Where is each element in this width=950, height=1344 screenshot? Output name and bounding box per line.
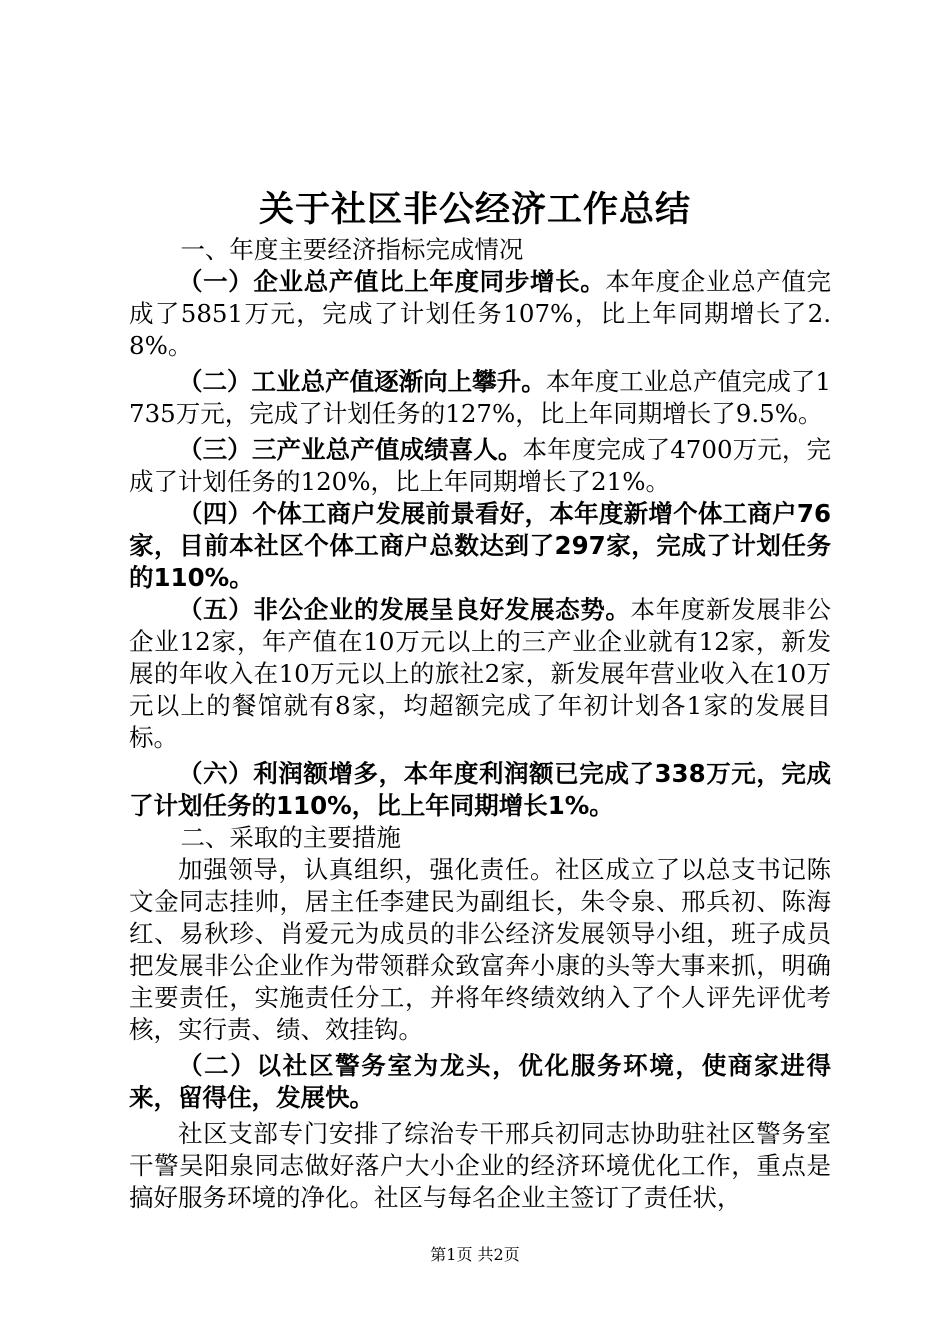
document-title: 关于社区非公经济工作总结 xyxy=(258,189,691,230)
paragraph-item-6: （六）利润额增多，本年度利润额已完成了338万元，完成了计划任务的110%，比上年同期增长1%。 xyxy=(129,759,831,820)
paragraph-item-2 xyxy=(129,366,831,430)
item-1-lead: （一）企业总产值比上年度同步增长。 xyxy=(178,267,606,296)
item-3-text: 本年度完成了4700万元，完成了计划任务的120%，比上年同期增长了21%。 xyxy=(129,435,831,496)
paragraph-item-4: （四）个体工商户发展前景看好，本年度新增个体工商户76家，目前本社区个体工商户总数达到了297家，完成了计划任务的110%。 xyxy=(129,499,831,592)
paragraph-item-3 xyxy=(129,434,831,498)
paragraph-item-1 xyxy=(129,266,831,362)
paragraph-item-5 xyxy=(129,594,831,754)
paragraph-measure-1: 加强领导，认真组织，强化责任。社区成立了以总支书记陈文金同志挂帅，居主任李建民为副组长，朱令泉、邢兵初、陈海红、易秋珍、肖爱元为成员的非公经济发展领导小组，班子成员把发展非公企业作为带领群众致富奔小康的头等大事来抓，明确主要责任，实施责任分工，并将年终绩效纳入了个人评先评优考核，实行责、绩、效挂钩。 xyxy=(129,855,831,1044)
item-2-lead: （二）工业总产值逐渐向上攀升。 xyxy=(178,367,546,396)
section-heading-2: 二、采取的主要措施 xyxy=(180,823,401,852)
item-1-text: 本年度企业总产值完成了5851万元，完成了计划任务107%，比上年同期增长了2.8%。 xyxy=(129,267,832,360)
item-2-text: 本年度工业总产值完成了1735万元，完成了计划任务的127%，比上年同期增长了9.5%。 xyxy=(129,367,831,428)
section-heading-1: 一、年度主要经济指标完成情况 xyxy=(180,235,524,264)
page-footer: 第1页 共2页 xyxy=(430,1245,520,1264)
measure-2-heading: （二）以社区警务室为龙头，优化服务环境，使商家进得来，留得住，发展快。 xyxy=(129,1051,831,1112)
item-5-lead: （五）非公企业的发展呈良好发展态势。 xyxy=(178,595,631,624)
item-3-lead: （三）三产业总产值成绩喜人。 xyxy=(178,435,523,464)
document-body xyxy=(129,234,831,1214)
paragraph-measure-2: 社区支部专门安排了综治专干邢兵初同志协助驻社区警务室干警吴阳泉同志做好落户大小企业的经济环境优化工作，重点是搞好服务环境的净化。社区与每名企业主签订了责任状， xyxy=(129,1119,831,1212)
item-5-text: 本年度新发展非公企业12家，年产值在10万元以上的三产业企业就有12家，新发展的年收入在10万元以上的旅社2家，新发展年营业收入在10万元以上的餐馆就有8家，均超额完成了年初计划各1家的发展目标。 xyxy=(129,595,832,752)
